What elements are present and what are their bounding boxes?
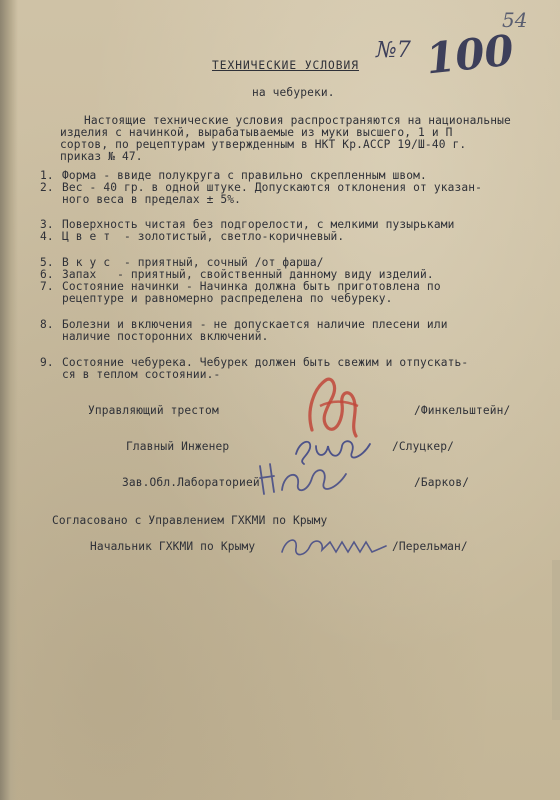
blue-signature-barkov	[250, 456, 360, 502]
handwritten-count: 100	[423, 25, 516, 84]
item-text: Состояние начинки - Начинка должна быть приготовлена по	[62, 280, 441, 293]
signatory-position: Главный Инженер	[126, 440, 230, 453]
document-subtitle: на чебуреки.	[252, 86, 335, 99]
item-text: рецептуре и равномерно распределена по чебуреку.	[62, 292, 393, 305]
intro-line: приказ № 47.	[60, 150, 143, 163]
intro-line: Настоящие технические условия распространяются на национальные	[84, 114, 511, 127]
blue-signature-perelman	[276, 528, 396, 564]
page-edge	[552, 560, 560, 720]
item-text: В к у с - приятный, сочный /от фарша/	[62, 256, 324, 269]
signatory-position: Управляющий трестом	[88, 404, 219, 417]
signatory-name: /Финкельштейн/	[414, 404, 511, 417]
item-text: Запах - приятный, свойственный данному виду изделий.	[62, 268, 434, 281]
item-text: Вес - 40 гр. в одной штуке. Допускаются отклонения от указан-	[62, 181, 483, 194]
signatory-name: /Слуцкер/	[392, 440, 454, 453]
agreement-text: Согласовано с Управлением ГХКМИ по Крыму	[52, 514, 328, 527]
item-text: Поверхность чистая без подгорелости, с мелкими пузырьками	[62, 218, 455, 231]
agreement-name: /Перельман/	[392, 540, 468, 553]
handwritten-number-mark: №7	[376, 38, 411, 63]
item-text: Ц в е т - золотистый, светло-коричневый.	[62, 230, 345, 243]
binding-edge	[0, 0, 18, 800]
item-text: Форма - ввиде полукруга с правильно скрепленным швом.	[62, 169, 427, 182]
item-number: 7.	[40, 280, 54, 293]
item-number: 4.	[40, 230, 54, 243]
item-text: Болезни и включения - не допускается наличие плесени или	[62, 318, 448, 331]
item-number: 9.	[40, 356, 54, 369]
item-text: ся в теплом состоянии.-	[62, 368, 221, 381]
page-number: 54	[502, 8, 528, 32]
item-number: 1.	[40, 169, 54, 182]
signatory-position: Зав.Обл.Лабораторией	[122, 476, 260, 489]
item-number: 3.	[40, 218, 54, 231]
signatory-name: /Барков/	[414, 476, 470, 489]
document-title: ТЕХНИЧЕСКИЕ УСЛОВИЯ	[212, 59, 359, 72]
item-number: 5.	[40, 256, 54, 269]
item-number: 6.	[40, 268, 54, 281]
item-text: ного веса в пределах ± 5%.	[62, 193, 242, 206]
item-number: 2.	[40, 181, 54, 194]
item-text: наличие посторонних включений.	[62, 330, 269, 343]
intro-line: изделия с начинкой, вырабатываемые из муки высшего, 1 и П	[60, 126, 453, 139]
item-number: 8.	[40, 318, 54, 331]
intro-line: сортов, по рецептурам утвержденным в НКТ Кр.АССР 19/Ш-40 г.	[60, 138, 467, 151]
agreement-position: Начальник ГХКМИ по Крыму	[90, 540, 256, 553]
item-text: Состояние чебурека. Чебурек должен быть свежим и отпускать-	[62, 356, 469, 369]
